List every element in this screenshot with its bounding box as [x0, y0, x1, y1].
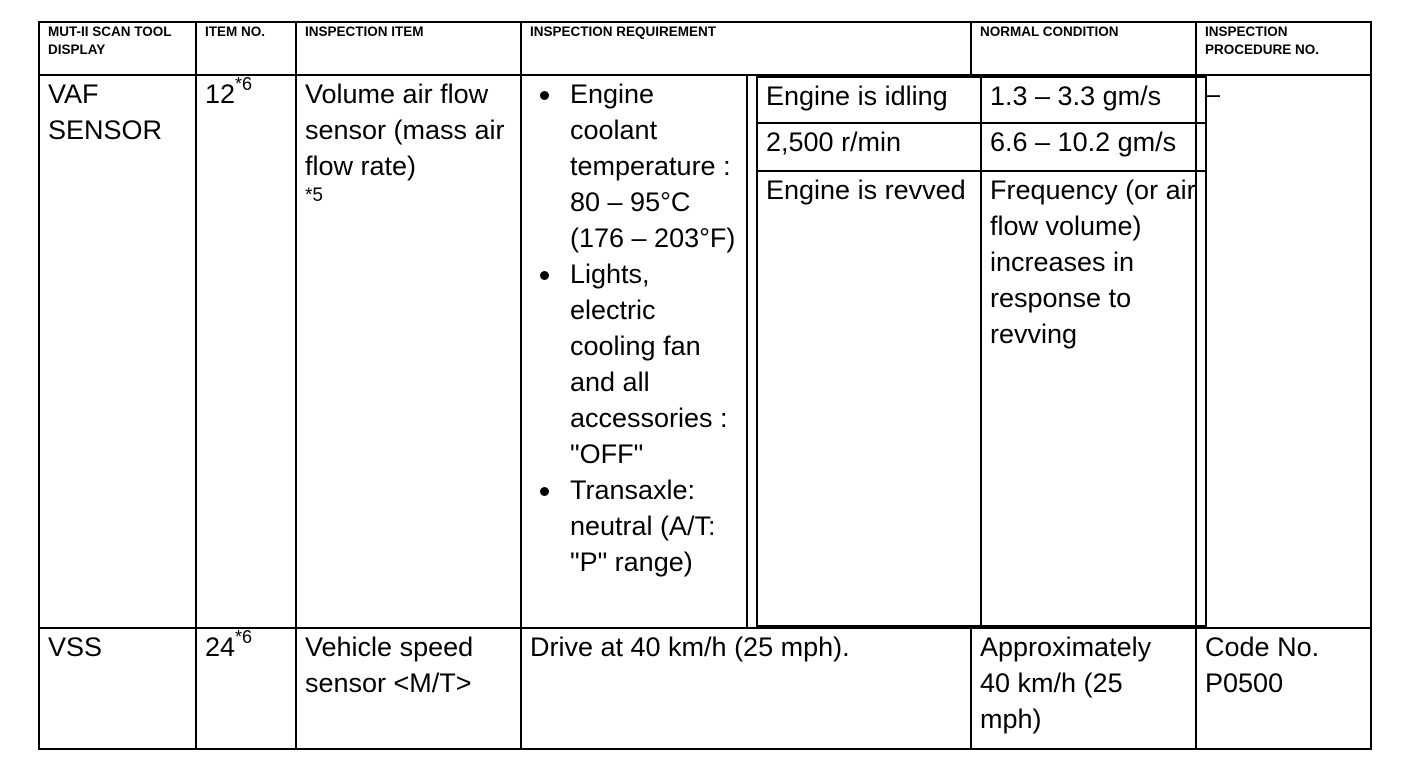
condition-row-revved [757, 171, 1206, 626]
header-inspection-item: INSPECTION ITEM [296, 22, 521, 75]
vss-item-no: 24 [205, 632, 236, 662]
inspection-table [38, 21, 1372, 750]
vaf-condition-cell [747, 75, 1196, 628]
condition-normal: 6.6 – 10.2 gm/s [981, 123, 1206, 171]
condition-normal: Frequency (or air flow volume) increases in response to revving [981, 171, 1206, 626]
table-row-vss [39, 628, 1371, 749]
vaf-inspection-item-cell [296, 75, 521, 628]
vaf-procedure-cell [1196, 75, 1371, 628]
vss-item-name: Vehicle speed sensor <M/T> [305, 632, 474, 698]
list-item: Engine coolant temperature : 80 – 95°C (176 – 203°F) [530, 76, 738, 256]
condition-state: Engine is revved [757, 171, 981, 626]
vss-normal-condition: Approximately 40 km/h (25 mph) [980, 632, 1152, 734]
list-item: Lights, electric cooling fan and all accessories : "OFF" [530, 256, 738, 472]
vss-item-no-cell [196, 628, 296, 749]
vss-requirement-cell [521, 628, 971, 749]
header-inspection-procedure-no: INSPECTION PROCEDURE NO. [1196, 22, 1371, 75]
condition-normal: 1.3 – 3.3 gm/s [981, 77, 1206, 123]
header-item-no: ITEM NO. [196, 22, 296, 75]
vss-inspection-item-cell [296, 628, 521, 749]
vaf-requirement-list [530, 76, 738, 580]
vss-requirement: Drive at 40 km/h (25 mph). [530, 632, 850, 662]
condition-state: 2,500 r/min [757, 123, 981, 171]
vss-procedure-no: Code No. P0500 [1205, 632, 1320, 698]
vaf-item-name: Volume air flow sensor (mass air flow rate) [305, 79, 505, 181]
vss-normal-condition-cell [971, 628, 1196, 749]
vaf-item-no: 12 [205, 79, 236, 109]
header-inspection-requirement: INSPECTION REQUIREMENT [521, 22, 971, 75]
vss-display-cell [39, 628, 196, 749]
vaf-item-footnote: *6 [235, 74, 253, 94]
vaf-item-no-cell [196, 75, 296, 628]
list-item: Transaxle: neutral (A/T: "P" range) [530, 472, 738, 580]
vss-item-footnote: *6 [235, 627, 253, 647]
vaf-item-note: *5 [305, 185, 323, 206]
header-normal-condition: NORMAL CONDITION [971, 22, 1196, 75]
vaf-procedure-no: – [1205, 79, 1221, 109]
condition-row-idling [757, 77, 1206, 123]
vss-procedure-cell [1196, 628, 1371, 749]
vss-display-label: VSS [48, 632, 103, 662]
condition-row-2500 [757, 123, 1206, 171]
vaf-display-cell [39, 75, 196, 628]
table-row-vaf-sensor [39, 75, 1371, 628]
condition-state: Engine is idling [757, 77, 981, 123]
vaf-display-label: VAF SENSOR [48, 79, 163, 145]
header-scan-tool-display: MUT-II SCAN TOOL DISPLAY [39, 22, 196, 75]
header-row [39, 22, 1371, 75]
vaf-requirement-cell [521, 75, 747, 628]
vaf-condition-subtable [756, 76, 1207, 627]
